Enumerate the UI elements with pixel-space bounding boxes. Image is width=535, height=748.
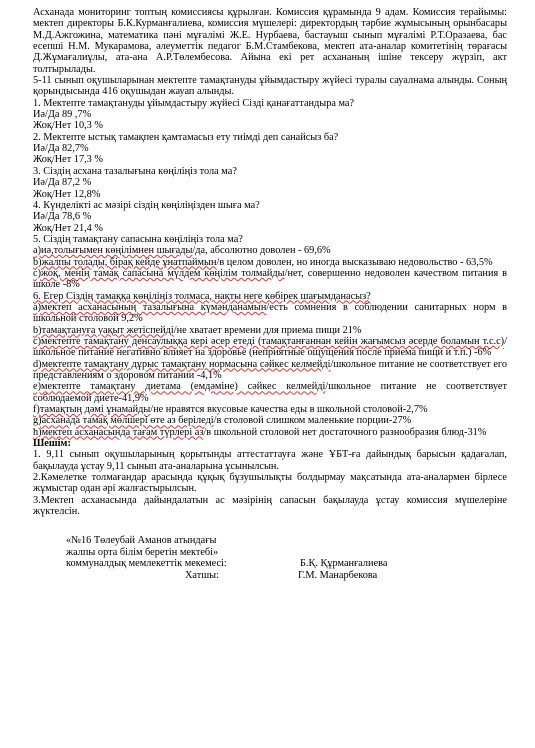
org-name-line-1: «№16 Төлеубай Аманов атындағы (66, 535, 217, 547)
decision-item-1: 1. 9,11 сынып оқушыларының қорытынды аттестаттауға және ҰБТ-ға дайындық барысын қадағалап, бақылауда ұстау 9,11 сынып ата-аналарына ұсынылсын. (33, 449, 507, 472)
answer-f (33, 404, 507, 415)
answer-no: Жоқ/Нет 10,3 % (33, 120, 103, 132)
answer-c (33, 336, 507, 359)
question-3 (33, 166, 507, 200)
answer-kz: с)жоқ, менің тамақ сапасына мүлдем көңілім толмайды (33, 267, 285, 279)
answer-kz: d)мектепте тамақтану дұрыс тамақтану нормасына сәйкес келмейді (33, 358, 331, 370)
question-5 (33, 234, 507, 291)
answer-kz: е)мектепте тамақтану диетама (емдәміне) сәйкес келмейді (33, 381, 326, 393)
answer-kz: h)мектеп асханасында тағам түрлері аз (33, 426, 204, 438)
answer-ru: /есть сомнения в соблюдении санитарных норм в школьной столовой 9,2% (33, 301, 508, 325)
secretary-name: Г.М. Манарбекова (298, 569, 378, 581)
answer-ru: /в столовой слишком маленькие порции-27% (213, 415, 412, 427)
answer-e (33, 381, 507, 404)
answer-ru: /школьное питание негативно влияет на здоровье (неприятные ощущения после приема пищи и т.п.) -6% (33, 335, 507, 359)
answer-yes: Иә/Да 82,7% (33, 143, 89, 155)
answer-g (33, 415, 507, 426)
org-name-line-3: коммуналдық мемлекеттік мекемесі: (66, 558, 227, 570)
question-1 (33, 98, 507, 132)
intro-paragraph-survey: 5-11 сынып оқушыларынан мектепте тамақтануды ұйымдастыру жүйесі туралы сауалнама алынды. Соның қорындысында 416 оқушыдан жауап алынды. (33, 75, 507, 98)
answer-no: Жоқ/Нет 21,4 % (33, 222, 103, 234)
answer-kz: а)мектеп асханасының тазалығына күмәнданамын (33, 301, 267, 313)
question-text: 5. Сіздің тамақтану сапасына көңіліңіз тола ма? (33, 233, 243, 245)
question-6 (33, 291, 507, 438)
intro-paragraph-commission: Асханада мониторинг топтың комиссиясы құрылған. Комиссия құрамында 9 адам. Комиссия терайымы: мектеп директоры Б.К.Курманғалиева, комиссия мүшелері: директордың тәрбие жұмысының орынбасары М.Д.Ажгожина, математика пәні мұғалімі Ж.Е. Нурбаева, бастауыш сынып мұғалімі Р.Т.Оразаева, бас есепші Н.М. Мукарамова, әлеуметтік педагог Б.М.Стамбекова, мектеп ата-аналар комитетінің төрағасы Д.Жұмағалиұлы, ата-ана А.Р.Төлембесова. Айына екі рет асхананың ішіне тексеру жүрзіп, акт толтырылады. (33, 7, 507, 75)
answer-d (33, 359, 507, 382)
question-text: 4. Күнделікті ас мәзірі сіздің көңіліңізден шыға ма? (33, 199, 260, 211)
answer-yes: Иә/Да 78,6 % (33, 211, 92, 223)
answer-a (33, 302, 507, 325)
org-name-line-2: жалпы орта білім беретін мектебі» (66, 546, 219, 558)
question-2 (33, 132, 507, 166)
decision-title: Шешім: (33, 438, 71, 450)
question-text: 3. Сіздің асхана тазалығына көңіліңіз тола ма? (33, 165, 237, 177)
answer-a (33, 245, 507, 256)
answer-kz: f)тамақтың дәмі ұнамайды (33, 404, 151, 416)
question-text: 1. Мектепте тамақтануды ұйымдастыру жүйесі Сізді қанағаттандыра ма? (33, 97, 355, 109)
answer-kz: b)жалпы толады, бірақ кейде ұнатпаймын (33, 256, 217, 268)
answer-yes: Иә/Да 89 ,7% (33, 109, 92, 121)
director-name: Б.Қ. Құрманғалиева (300, 558, 388, 570)
secretary-label: Хатшы: (185, 569, 219, 581)
decision-item-2: 2.Кәмелетке толмағандар арасында құқық бұзушылықты болдырмау мақсатында ата-аналармен бірлесе жұмыстар одан әрі жалғастырылсын. (33, 472, 507, 495)
question-text: 2. Мектепте ыстық тамақпен қамтамасыз ету тиімді деп санайсыз ба? (33, 131, 339, 143)
answer-c (33, 268, 507, 291)
answer-ru: /в школьной столовой нет достаточного разнообразия блюд-31% (203, 426, 487, 438)
answer-kz: с)мектепте тамақтану денсаулыққа кері әсер етеді (тамақтанғаннан кейін жағымсыз әсерде боламын т.с.с) (33, 335, 505, 347)
answer-ru: /да, абсолютно доволен - 69,6% (192, 245, 331, 257)
answer-kz: b)тамақтануға уақыт жетіспейді (33, 324, 174, 336)
answer-ru: /в целом доволен, но иногда высказываю недовольство - 63,5% (216, 256, 493, 268)
answer-ru: /школьное питание не соответствует его представлениям о здоровом питании -4,1% (33, 358, 507, 381)
answer-b (33, 257, 507, 268)
answer-b (33, 325, 507, 336)
answer-kz: а)иә,толығымен көңілімнен шығады (33, 245, 193, 257)
answer-h (33, 427, 507, 438)
answer-yes: Иә/Да 87,2 % (33, 177, 92, 189)
question-text: 6. Егер Сіздің тамаққа көңіліңіз толмаса, нақты неге көбірек шағымданасыз? (33, 290, 371, 302)
decision-item-3: 3.Мектеп асханасында дайындалатын ас мәзірінің сапасын бақылауда ұстау комиссия мүшелеріне жүктелсін. (33, 494, 507, 518)
answer-ru: /школьное питание не соответствует соблюдаемой диете-41,9% (33, 381, 507, 404)
answer-ru: /не нравятся вкусовые качества еды в школьной столовой-2,7% (150, 404, 428, 416)
decision-section (33, 438, 507, 517)
question-4 (33, 200, 507, 234)
answer-no: Жоқ/Нет 12,8% (33, 188, 101, 200)
answer-no: Жоқ/Нет 17,3 % (33, 154, 103, 166)
answer-kz: g)асханада тамақ мөлшері өте аз беріледі (33, 415, 214, 427)
answer-ru: /не хватает времени для приема пищи 21% (173, 324, 362, 336)
answer-ru: /нет, совершенно недоволен качеством питания в школе -8% (33, 267, 507, 291)
signature-block (33, 535, 507, 580)
